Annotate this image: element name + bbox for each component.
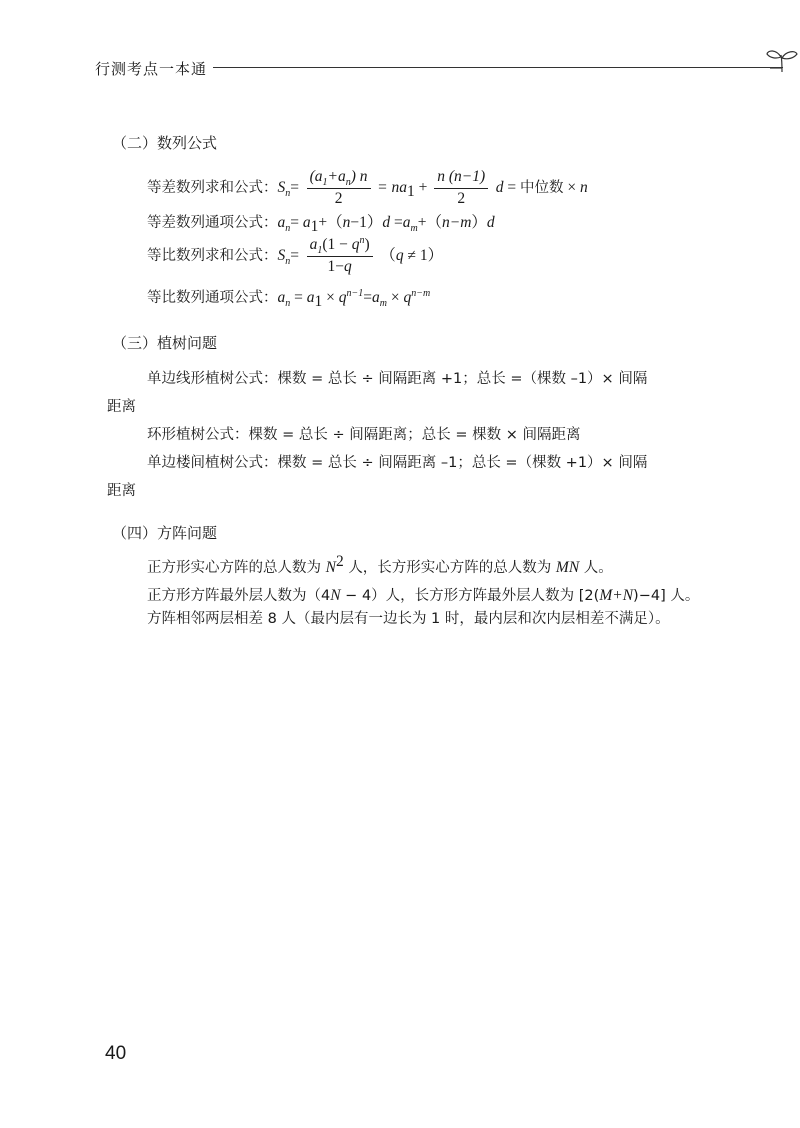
section-heading-tree-planting: （三）植树问题 <box>112 334 218 352</box>
book-title: 行测考点一本通 <box>95 60 208 78</box>
paragraph-line: 环形植树公式：棵数 = 总长 ÷ 间隔距离；总长 = 棵数 × 间隔距离 <box>147 427 581 443</box>
paragraph-line: 方阵相邻两层相差 8 人（最内层有一边长为 1 时，最内层和次内层相差不满足）。 <box>147 611 670 627</box>
formula-geo-term: 等比数列通项公式：$a_n = a_1 \times q^{n-1}=a_m \times q^{n-m}$ <box>147 287 431 310</box>
paragraph-line: 单边楼间植树公式：棵数 = 总长 ÷ 间隔距离 –1；总长 =（棵数 +1）× 间隔 <box>147 455 648 471</box>
paragraph-line: 单边线形植树公式：棵数 = 总长 ÷ 间隔距离 +1；总长 =（棵数 –1）× 间隔 <box>147 371 648 387</box>
paragraph-line: 正方形实心方阵的总人数为 $N^2$ 人，长方形实心方阵的总人数为 MN 人。 <box>147 553 613 576</box>
sprout-icon <box>762 46 800 74</box>
formula-arith-sum: 等差数列求和公式：$S_n=$ $\frac{(a_1+a_n) n}{2}$ = $na_1$ + $\frac{n (n-1)}{2}$ d = 中位数 × n <box>147 168 588 207</box>
formula-geo-sum: 等比数列求和公式：$S_n=$ $\frac{a_1(1 - q^n)}{1-q}$ （q ≠ 1） <box>147 234 444 275</box>
section-title: 植树问题 <box>157 334 218 352</box>
header-rule <box>213 67 783 68</box>
section-heading-phalanx: （四）方阵问题 <box>112 524 218 542</box>
section-heading-sequence: （二）数列公式 <box>112 134 218 152</box>
paragraph-line: 距离 <box>107 399 136 415</box>
page-number: 40 <box>105 1043 127 1064</box>
running-header <box>95 52 710 82</box>
section-title: 数列公式 <box>157 134 218 152</box>
paragraph-line: 正方形方阵最外层人数为（4N − 4）人，长方形方阵最外层人数为 [2(M+N)−4] 人。 <box>147 587 700 604</box>
formula-arith-term: 等差数列通项公式：$a_n= a_1+(n-1)d =a_m+(n-m)d$ <box>147 214 495 235</box>
section-title: 方阵问题 <box>157 524 218 542</box>
paragraph-line: 距离 <box>107 483 136 499</box>
